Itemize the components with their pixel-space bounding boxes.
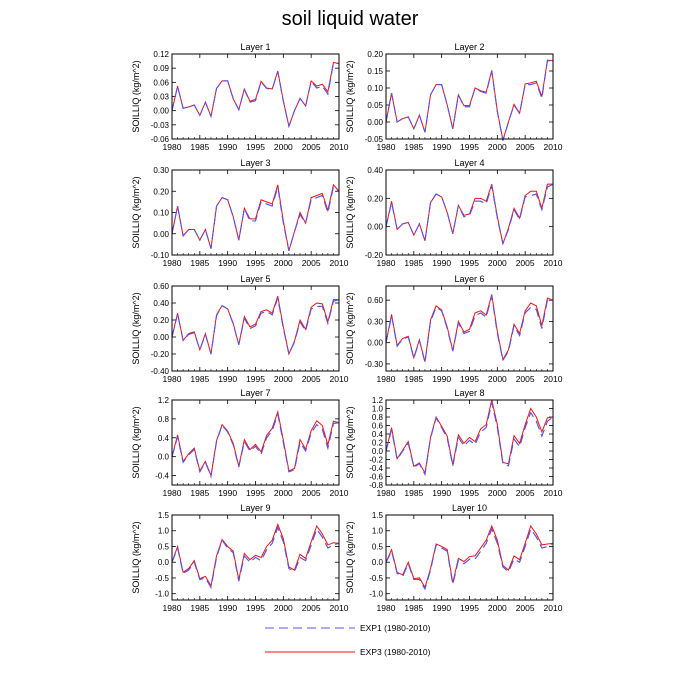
panel-layer-2: [345, 42, 563, 152]
series-exp1-line-overlay: [172, 298, 339, 354]
x-tick-label: 2005: [515, 603, 535, 613]
y-tick-label: 0.05: [367, 101, 383, 110]
x-tick-label: 2010: [329, 603, 349, 613]
y-tick-label: 1.2: [371, 396, 383, 405]
y-tick-label: 0.8: [371, 413, 383, 422]
y-tick-label: -0.10: [150, 251, 169, 260]
x-tick-label: 2000: [273, 374, 293, 384]
series-exp1-line: [386, 61, 553, 141]
series-exp3-line: [172, 412, 339, 476]
x-tick-label: 2010: [329, 258, 349, 268]
x-tick-label: 1980: [376, 374, 396, 384]
y-tick-label: 0.60: [367, 296, 383, 306]
panel-layer-3: [131, 158, 349, 268]
y-axis-label: SOILLIQ (kg/m^2): [345, 176, 355, 249]
y-tick-label: -0.03: [150, 120, 169, 130]
x-tick-label: 1985: [404, 258, 424, 268]
x-tick-label: 1990: [218, 142, 238, 152]
x-tick-label: 2005: [301, 142, 321, 152]
series-exp1-line-overlay: [172, 528, 339, 588]
plot-frame: [386, 54, 553, 139]
panel-title: Layer 6: [454, 274, 485, 284]
y-tick-label: -0.30: [364, 359, 383, 369]
x-tick-label: 1990: [218, 374, 238, 384]
y-tick-label: 1.5: [157, 511, 169, 520]
y-tick-label: -0.5: [369, 573, 383, 583]
x-tick-label: 1990: [432, 603, 452, 613]
x-tick-label: 1985: [404, 374, 424, 384]
series-exp1-line-overlay: [386, 529, 553, 589]
series-exp1-line-overlay: [386, 61, 553, 141]
x-tick-label: 2000: [487, 488, 507, 498]
y-tick-label: 0.03: [153, 92, 169, 102]
x-tick-label: 1985: [190, 488, 210, 498]
x-tick-label: 2010: [329, 142, 349, 152]
plot-frame: [386, 515, 553, 600]
x-tick-label: 1995: [460, 258, 479, 268]
series-exp1-line: [172, 414, 339, 476]
x-tick-label: 2000: [273, 603, 293, 613]
y-axis-label: SOILLIQ (kg/m^2): [131, 60, 141, 133]
x-tick-label: 1995: [460, 142, 479, 152]
x-tick-label: 1985: [190, 258, 210, 268]
x-tick-label: 2010: [543, 603, 563, 613]
y-tick-label: 0.20: [153, 316, 169, 325]
y-tick-label: -0.2: [369, 455, 383, 465]
y-tick-label: -0.6: [369, 472, 383, 482]
panel-layer-4: [345, 158, 563, 268]
x-tick-label: 2005: [515, 488, 535, 498]
y-tick-label: 1.0: [371, 526, 383, 536]
x-tick-label: 2000: [487, 258, 507, 268]
x-tick-label: 2000: [487, 374, 507, 384]
series-exp3-line: [172, 185, 339, 251]
y-axis-label: SOILLIQ (kg/m^2): [345, 521, 355, 594]
y-tick-label: 0.40: [153, 299, 169, 308]
y-tick-label: 1.2: [157, 396, 169, 405]
y-tick-label: -0.40: [150, 367, 169, 376]
y-tick-label: -1.0: [369, 589, 383, 599]
y-tick-label: 0.0: [157, 452, 169, 462]
x-tick-label: 1995: [460, 603, 479, 613]
x-tick-label: 1995: [246, 488, 265, 498]
panel-title: Layer 9: [240, 503, 271, 513]
series-exp3-line: [386, 400, 553, 473]
y-tick-label: 0.6: [371, 421, 383, 431]
y-tick-label: -0.05: [364, 135, 383, 144]
x-tick-label: 1980: [376, 488, 396, 498]
legend-exp1-label: EXP1 (1980-2010): [360, 623, 431, 633]
panel-layer-5: [131, 274, 349, 384]
y-tick-label: -0.06: [150, 135, 169, 144]
x-tick-label: 1995: [246, 142, 265, 152]
y-tick-label: 0.00: [153, 106, 169, 116]
y-tick-label: 0.4: [157, 433, 169, 443]
panel-title: Layer 1: [240, 42, 271, 52]
x-tick-label: 1980: [376, 258, 396, 268]
x-tick-label: 1990: [218, 603, 238, 613]
x-tick-label: 2005: [301, 258, 321, 268]
series-exp3-line: [172, 63, 339, 127]
x-tick-label: 1980: [162, 374, 182, 384]
plot-frame: [172, 286, 339, 371]
x-tick-label: 1980: [162, 488, 182, 498]
y-tick-label: 0.0: [371, 558, 383, 568]
x-tick-label: 1985: [404, 488, 424, 498]
y-tick-label: 0.00: [153, 333, 169, 342]
y-tick-label: 0.20: [367, 194, 383, 204]
x-tick-label: 1985: [404, 142, 424, 152]
y-tick-label: 0.30: [367, 317, 383, 327]
x-tick-label: 1990: [432, 488, 452, 498]
y-axis-label: SOILLIQ (kg/m^2): [131, 521, 141, 594]
x-tick-label: 1980: [376, 142, 396, 152]
x-tick-label: 1980: [376, 603, 396, 613]
x-tick-label: 2005: [301, 603, 321, 613]
y-tick-label: 0.2: [371, 438, 383, 448]
x-tick-label: 2000: [273, 258, 293, 268]
y-tick-label: 0.8: [157, 414, 169, 424]
panel-title: Layer 3: [240, 158, 271, 168]
x-tick-label: 2000: [273, 142, 293, 152]
series-exp3-line: [172, 524, 339, 585]
panel-title: Layer 7: [240, 388, 271, 398]
series-exp3-line: [386, 526, 553, 587]
y-tick-label: 0.20: [153, 187, 169, 197]
x-tick-label: 1980: [162, 258, 182, 268]
y-tick-label: -0.20: [150, 350, 169, 359]
panel-layer-10: [345, 503, 563, 613]
x-tick-label: 2005: [515, 142, 535, 152]
figure-title: soil liquid water: [281, 8, 419, 30]
y-axis-label: SOILLIQ (kg/m^2): [131, 176, 141, 249]
x-tick-label: 2010: [329, 374, 349, 384]
y-tick-label: 0.60: [153, 282, 169, 291]
y-tick-label: 0.10: [153, 208, 169, 218]
y-tick-label: 0.5: [157, 542, 169, 552]
y-axis-label: SOILLIQ (kg/m^2): [345, 406, 355, 479]
y-tick-label: 0.20: [367, 50, 383, 59]
panel-title: Layer 5: [240, 274, 271, 284]
series-exp3-line: [386, 60, 553, 140]
x-tick-label: 1990: [432, 142, 452, 152]
panel-title: Layer 10: [451, 503, 488, 513]
panel-layer-6: [345, 274, 563, 384]
plot-frame: [172, 170, 339, 255]
plot-frame: [172, 400, 339, 485]
series-exp3-line: [386, 184, 553, 244]
series-exp1-line-overlay: [386, 402, 553, 474]
y-tick-label: 1.0: [371, 404, 383, 414]
x-tick-label: 1985: [190, 142, 210, 152]
y-tick-label: 1.5: [371, 511, 383, 520]
x-tick-label: 1995: [246, 603, 265, 613]
x-tick-label: 1995: [246, 258, 265, 268]
panel-layer-8: [345, 388, 563, 498]
y-tick-label: -0.5: [155, 573, 169, 583]
y-tick-label: 0.12: [153, 50, 169, 59]
y-tick-label: 0.09: [153, 64, 169, 74]
y-axis-label: SOILLIQ (kg/m^2): [131, 292, 141, 365]
x-tick-label: 2010: [543, 488, 563, 498]
series-exp1-line: [386, 402, 553, 474]
x-tick-label: 2005: [515, 258, 535, 268]
x-tick-label: 2000: [487, 142, 507, 152]
x-tick-label: 2000: [273, 488, 293, 498]
panel-layer-1: [131, 42, 349, 152]
legend-exp3-label: EXP3 (1980-2010): [360, 647, 431, 657]
x-tick-label: 2010: [543, 258, 563, 268]
x-tick-label: 2010: [329, 488, 349, 498]
x-tick-label: 2010: [543, 142, 563, 152]
y-tick-label: 0.10: [367, 84, 383, 93]
y-tick-label: 0.0: [157, 558, 169, 568]
x-tick-label: 1990: [432, 374, 452, 384]
y-axis-label: SOILLIQ (kg/m^2): [345, 60, 355, 133]
x-tick-label: 1980: [162, 603, 182, 613]
y-tick-label: -0.4: [155, 471, 169, 481]
x-tick-label: 1985: [190, 374, 210, 384]
plot-frame: [386, 400, 553, 485]
x-tick-label: 2005: [301, 374, 321, 384]
panel-layer-9: [131, 503, 349, 613]
y-tick-label: 0.06: [153, 78, 169, 88]
panel-title: Layer 4: [454, 158, 485, 168]
y-tick-label: 0.30: [153, 166, 169, 175]
y-axis-label: SOILLIQ (kg/m^2): [345, 292, 355, 365]
x-tick-label: 1995: [246, 374, 265, 384]
panel-title: Layer 8: [454, 388, 485, 398]
plot-frame: [172, 54, 339, 139]
y-tick-label: 0.15: [367, 67, 383, 76]
y-axis-label: SOILLIQ (kg/m^2): [131, 406, 141, 479]
y-tick-label: -0.4: [369, 464, 383, 473]
y-tick-label: -0.8: [369, 481, 383, 490]
y-tick-label: 0.40: [367, 166, 383, 175]
x-tick-label: 1985: [190, 603, 210, 613]
x-tick-label: 1995: [460, 374, 479, 384]
x-tick-label: 1995: [460, 488, 479, 498]
x-tick-label: 2005: [301, 488, 321, 498]
y-tick-label: -0.20: [364, 251, 383, 260]
series-exp1-line: [172, 63, 339, 126]
x-tick-label: 2000: [487, 603, 507, 613]
series-exp1-line-overlay: [172, 414, 339, 476]
y-tick-label: 0.4: [371, 430, 383, 439]
y-tick-label: 0.00: [367, 222, 383, 232]
series-exp1-line-overlay: [172, 63, 339, 126]
y-tick-label: 0.0: [371, 447, 383, 456]
y-tick-label: 0.5: [371, 542, 383, 552]
x-tick-label: 1990: [218, 488, 238, 498]
x-tick-label: 1985: [404, 603, 424, 613]
panel-title: Layer 2: [454, 42, 485, 52]
x-tick-label: 1990: [432, 258, 452, 268]
y-tick-label: 0.00: [153, 229, 169, 239]
x-tick-label: 1990: [218, 258, 238, 268]
panel-layer-7: [131, 388, 349, 498]
series-exp3-line: [386, 295, 553, 362]
y-tick-label: -1.0: [155, 589, 169, 599]
x-tick-label: 2010: [543, 374, 563, 384]
y-tick-label: 1.0: [157, 526, 169, 536]
y-tick-label: 0.00: [367, 338, 383, 348]
legend: [265, 623, 431, 657]
x-tick-label: 1980: [162, 142, 182, 152]
x-tick-label: 2005: [515, 374, 535, 384]
y-tick-label: 0.00: [367, 118, 383, 127]
